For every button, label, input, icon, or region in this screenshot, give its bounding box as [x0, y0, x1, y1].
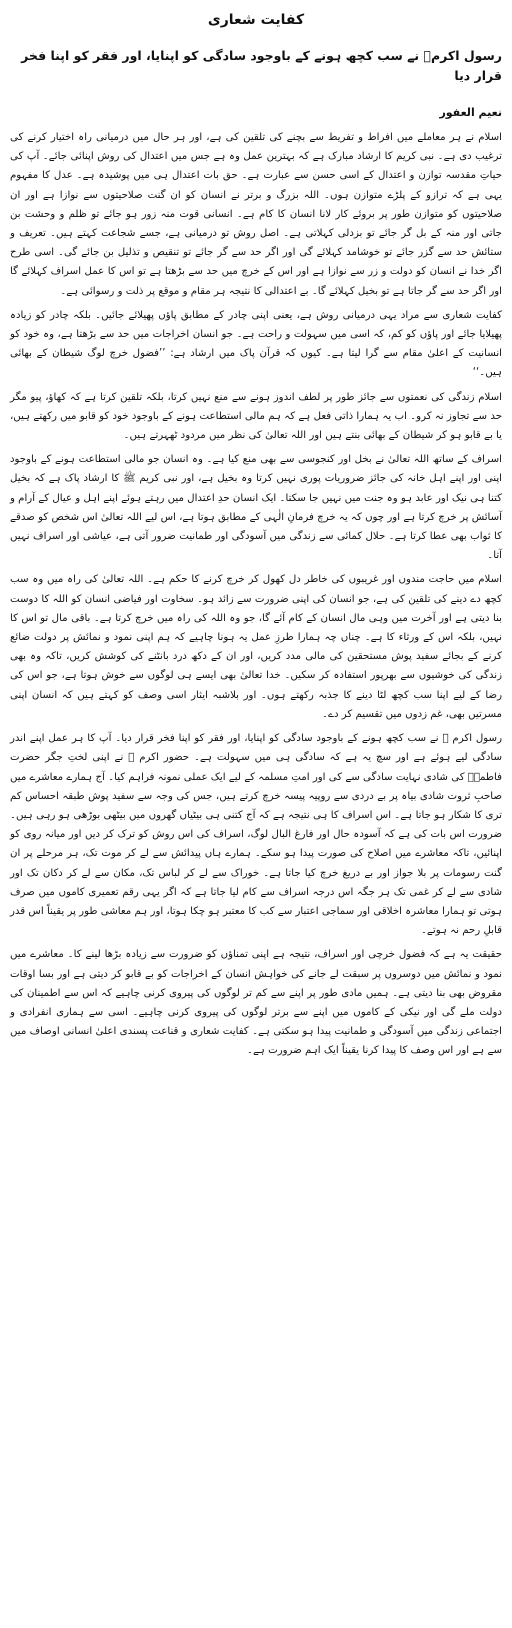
- paragraph: اسراف کے ساتھ اللہ تعالیٰ نے بخل اور کنجوسی سے بھی منع کیا ہے۔ وہ انسان جو مالی استطاعت ہونے کے باوجود اپنی اور اپنے اہل خانہ کی جائز ضروریات پوری نہیں کرتا وہ بخیل ہے، اور نبی کریم ﷺ کا ارشاد پاک ہے کہ بخیل کتنا ہی نیک اور عابد ہو وہ جنت میں نہیں جا سکتا۔ ایک انسان حدِ اعتدال میں رہتے ہوئے اپنے اہل و عیال کے آرام و آسائش پر خرچ کرتا ہے اور چوں کہ یہ خرچ فرمانِ الٰہی کے مطابق ہوتا ہے، اس لیے اللہ تعالیٰ اس شخص کو صدقے کا ثواب بھی عطا کرتا ہے۔ حلال کمائی سے زندگی میں آسودگی اور طمانیت ضرور آتی ہے، عیاشی اور اسراف نہیں آتا۔: [10, 454, 502, 562]
- paragraph: اسلام نے ہر معاملے میں افراط و تفریط سے بچنے کی تلقین کی ہے، اور ہر حال میں درمیانی راہ اختیار کرنے کی ترغیب دی ہے۔ نبی کریم کا ارشاد مبارک ہے کہ بہترین عمل وہ ہے جس میں اعتدال کی روش اپنائی جائے۔ آپ کی حیاتِ مقدسہ توازن و اعتدال کے اسی حسن سے عبارت ہے۔ حق بات اعتدال ہی میں پوشیدہ ہے۔ عدل کا مفہوم یہی ہے کہ ترازو کے پلڑے متوازن ہوں۔ اللہ بزرگ و برتر نے انسان کو ان گنت صلاحیتوں سے نوازا ہے اور ان صلاحیتوں کو متوازن طور پر بروئے کار لانا انسان کا کام ہے۔ انسانی قوت منہ زور ہو جائے تو ظلم و وحشت بن جاتی اور منہ کے بل گر جائے تو بزدلی کہلاتی ہے۔ اصل روش تو درمیانی ہے، جسے شجاعت کہتے ہیں۔ تعریف و ستائش حد سے گزر جائے تو خوشامد کہلائے گی اور اگر حد سے گر جائے تو تنقیص و تذلیل بن جائے گی۔ اسی طرح اگر خدا نے انسان کو دولت و زر سے نوازا ہے اور اس کے خرچ میں حد سے بڑھتا ہے تو اس کا عمل اسراف کہلائے گا اور اگر حد سے گر جاتا ہے تو بخیل کہلائے گا۔ بے اعتدالی کا نتیجہ ہر مقام و موقع پر ذلت و رسوائی ہے۔: [10, 132, 502, 297]
- article-subtitle: رسول اکرمؐ نے سب کچھ ہونے کے باوجود سادگی کو اپنایا، اور فقر کو اپنا فخر قرار دیا: [21, 48, 502, 83]
- author-byline: نعیم العفور: [439, 106, 502, 119]
- paragraph: حقیقت یہ ہے کہ فضول خرچی اور اسراف، نتیجہ ہے اپنی تمناؤں کو ضرورت سے زیادہ بڑھا لینے کا۔ معاشرے میں نمود و نمائش میں دوسروں پر سبقت لے جانے کی خواہش انسان کے اخراجات کو بے قابو کر دیتی ہے اور بسا اوقات مقروض بھی بنا دیتی ہے۔ ہمیں مادی طور پر اپنے سے کم تر لوگوں کی پیروی کرنی چاہیے کہ اس سے اطمینان کی دولت ملے گی اور نیکی کے کاموں میں اپنے سے برتر لوگوں کی پیروی کرنی چاہیے۔ اسی سے ہماری انفرادی و اجتماعی زندگی میں آسودگی و طمانیت پیدا ہو سکتی ہے۔ کفایت شعاری و قناعت پسندی اعلیٰ انسانی اوصاف میں سے ہے اور اس وصف کا پیدا کرنا یقیناً ایک اہم ضرورت ہے۔: [10, 949, 502, 1057]
- paragraph: اسلام زندگی کی نعمتوں سے جائز طور پر لطف اندوز ہونے سے منع نہیں کرتا، بلکہ تلقین کرتا ہے کہ کھاؤ، پیو مگر حد سے تجاوز نہ کرو۔ اب یہ ہمارا ذاتی فعل ہے کہ ہم مالی استطاعت ہونے کے باوجود خود کو قابو میں رکھتے ہیں، یا بے قابو ہو کر شیطان کے بھائی بنتے ہیں اور اللہ تعالیٰ کی نظر میں مردود ٹھہرتے ہیں۔: [10, 391, 502, 442]
- paragraph: اسلام میں حاجت مندوں اور غریبوں کی خاطر دل کھول کر خرچ کرنے کا حکم ہے۔ اللہ تعالیٰ کی راہ میں وہ سب کچھ دے دینے کی تلقین کی ہے، جو انسان کی اپنی ضرورت سے زائد ہو۔ سخاوت اور فیاضی انسان کو اللہ کا دوست بنا دیتی ہے اور آخرت میں وہی مال انسان کے کام آئے گا، جو وہ اللہ کی راہ میں خرچ کرتا ہے۔ باقی مال تو اس کا نہیں، بلکہ اس کے ورثاء کا ہے۔ چناں چہ ہمارا طرزِ عمل یہ ہونا چاہیے کہ ہم اپنی نمود و نمائش پر دولت ضائع کرنے کے بجائے سفید پوش مستحقین کی مالی مدد کریں، اور ان کے دکھ درد بانٹنے کی کوشش کریں، تاکہ وہ بھی زندگی کی خوشیوں سے بھرپور استفادہ کر سکیں۔ خدا تعالیٰ بھی ایسے ہی لوگوں سے خوش ہوتا ہے، جو اس کی رضا کے لیے اپنا سب کچھ لٹا دینے کا جذبہ رکھتے ہوں۔ اور بلاشبہ ایثار اسی وصف کو کہتے ہیں کہ انسان اپنی مسرتیں بھی، غم زدوں میں تقسیم کر دے۔: [10, 574, 502, 720]
- article-body: [10, 128, 502, 1061]
- paragraph: کفایت شعاری سے مراد یہی درمیانی روش ہے، یعنی اپنی چادر کے مطابق پاؤں پھیلائے جائیں۔ بلکہ چادر کو زیادہ پھیلایا جائے اور پاؤں کو کم، کہ اسی میں سہولت و راحت ہے۔ جو انسان اخراجات میں حد سے بڑھتا ہے، وہ خود کو انسانیت کے اعلیٰ مقام سے گرا لیتا ہے۔ کیوں کہ قرآن پاک میں ارشاد ہے: ’’فضول خرچ لوگ شیطان کے بھائی ہیں۔‘‘: [10, 309, 502, 379]
- article-title: کفایت شعاری: [207, 12, 305, 28]
- paragraph: رسول اکرم ﷺ نے سب کچھ ہونے کے باوجود سادگی کو اپنایا، اور فقر کو اپنا فخر قرار دیا۔ آپ کا ہر عمل اپنے اندر سادگی لیے ہوئے ہے اور سچ یہ ہے کہ سادگی ہی میں سہولت ہے۔ حضور اکرم ﷺ نے اپنی لختِ جگر حضرت فاطمہؓ کی شادی نہایت سادگی سے کی اور امتِ مسلمہ کے لیے ایک عملی نمونہ فراہم کیا۔ آج ہمارے معاشرے میں صاحبِ ثروت شادی بیاہ پر بے دردی سے روپیہ پیسہ خرچ کرتے ہیں، جس کی وجہ سے سفید پوش طبقہ احساس کم تری کا شکار ہو جاتا ہے۔ اس اسراف کا ہی نتیجہ ہے کہ آج کتنی ہی بیٹیاں گھروں میں بیٹھی بوڑھی ہو رہی ہیں۔ ضرورت اس بات کی ہے کہ آسودہ حال اور فارغ البال لوگ، اسراف کی اس روش کو ترک کر دیں اور میانہ روی کو اپنائیں، تاکہ معاشرے میں اصلاح کی صورت پیدا ہو سکے۔ ہمارے ہاں پیدائش سے لے کر موت تک، ہر مرحلے پر ان گنت رسومات پر بلا جواز اور بے دریغ خرچ کیا جاتا ہے۔ خوراک سے لے کر لباس تک، مکان سے لے کر دکان تک اور شادی سے لے کر غمی تک ہر جگہ اس درجہ اسراف سے کام لیا جاتا ہے کہ اگر یہی رقم تعمیری کاموں میں صرف ہوتی تو ہمارا معاشرہ اخلاقی اور سماجی اعتبار سے کب کا معتبر ہو چکا ہوتا، اور ہم معاشی طور پر یقیناً اس قدر قابلِ رحم نہ ہوتے۔: [10, 733, 502, 937]
